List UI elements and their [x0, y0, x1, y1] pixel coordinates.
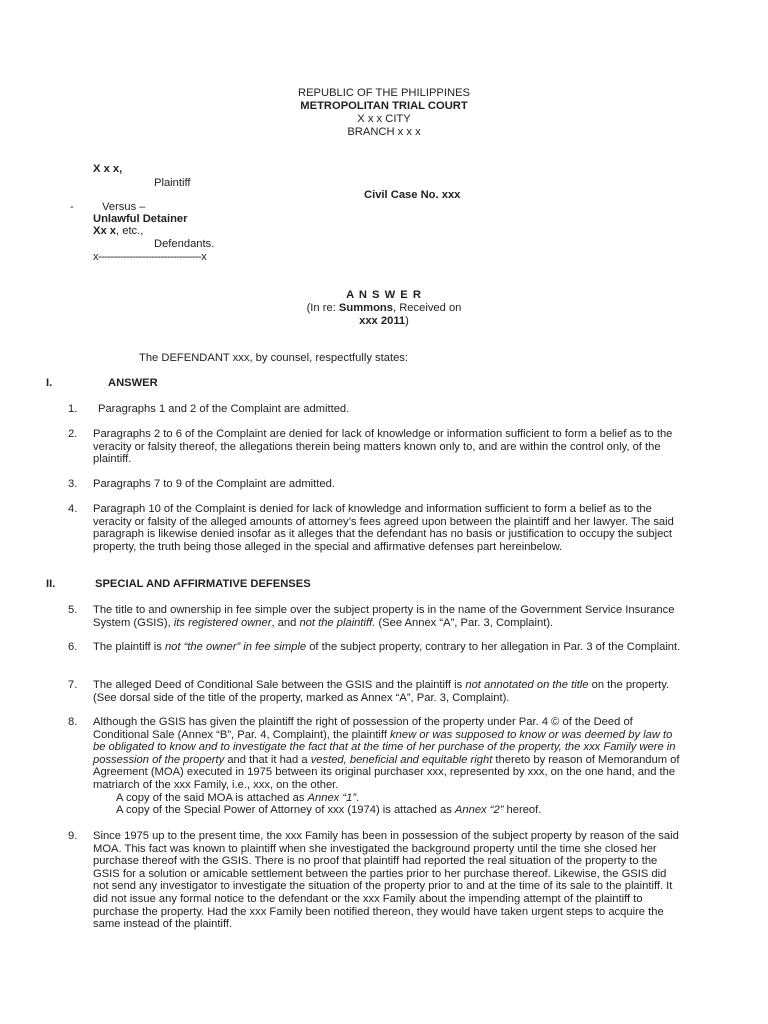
caption-divider: x---------------------------------x: [93, 251, 207, 263]
p5-text-b: its registered owner: [173, 616, 272, 629]
defendant-role: Defendants.: [154, 238, 215, 250]
p8-text-c: and that it had a: [224, 753, 311, 766]
caption-dash: -: [70, 201, 74, 213]
p5-text-e: (See Annex “A”, Par. 3, Complaint).: [375, 616, 554, 629]
republic-line: REPUBLIC OF THE PHILIPPINES: [297, 87, 470, 99]
section-1-title: ANSWER: [108, 377, 158, 389]
city-line: X x x CITY: [357, 113, 411, 125]
p7-text-c: on the property. (See dorsal side of the title of the property, marked as Annex “A”, Par. 3, Complaint).: [93, 679, 670, 704]
versus-label: Versus –: [102, 201, 146, 213]
paragraph-6: [93, 641, 683, 654]
court-name: METROPOLITAN TRIAL COURT: [300, 100, 468, 112]
date-suffix: ): [405, 315, 409, 327]
received-date-line: [234, 315, 534, 328]
p8-text-f: A copy of the said MOA is attached as: [116, 791, 308, 804]
p8-text-e: thereto by reason of Memorandum of Agreement (MOA) executed in 1975 between its original purchaser xxx, represented by xxx, on the one hand, and the matriarch of the xxx Family, i.e., xxx, on the other.: [93, 753, 680, 791]
p8-text-b: knew or was supposed to know or was deemed by law to be obligated to know and to investigate the fact that at the time of her purchase of the property, the xxx Family were in possession of the property: [93, 728, 676, 766]
intro-text: The DEFENDANT xxx, by counsel, respectfully states:: [139, 352, 409, 364]
received-date: xxx 2011: [359, 315, 406, 327]
p5-number: 5.: [68, 604, 78, 616]
p8-text-h: .: [356, 791, 360, 804]
paragraph-8: [93, 716, 683, 817]
p8-annex-2: Annex “2”: [454, 804, 504, 817]
case-number: Civil Case No. xxx: [364, 189, 461, 201]
p8-text-l: hereof.: [503, 804, 542, 817]
in-re-prefix: (In re:: [306, 302, 339, 314]
paragraph-2: Paragraphs 2 to 6 of the Complaint are denied for lack of knowledge or information sufficient to form a belief as to the veracity or falsity thereof, the allegations therein being matters known only to, and are within the control only, of the plaintiff.: [93, 428, 673, 466]
paragraph-1: Paragraphs 1 and 2 of the Complaint are admitted.: [98, 403, 350, 415]
p6-text-a: The plaintiff is: [93, 641, 165, 653]
section-2-title: SPECIAL AND AFFIRMATIVE DEFENSES: [95, 578, 311, 590]
p8-annex-1: Annex “1”: [307, 791, 357, 804]
paragraph-5: [93, 604, 683, 629]
answer-heading: A N S W E R: [346, 289, 422, 301]
in-re-suffix: , Received on: [393, 302, 462, 314]
paragraph-3: Paragraphs 7 to 9 of the Complaint are admitted.: [93, 478, 335, 490]
defendant-line: [93, 225, 143, 238]
p6-text-b: not “the owner” in fee simple: [164, 641, 307, 653]
p2-number: 2.: [68, 428, 78, 440]
p7-text-a: The alleged Deed of Conditional Sale between the GSIS and the plaintiff is: [93, 679, 466, 691]
paragraph-7: [93, 679, 683, 704]
p4-number: 4.: [68, 503, 78, 515]
p3-number: 3.: [68, 478, 78, 490]
paragraph-9: Since 1975 up to the present time, the xxx Family has been in possession of the subject property by reason of the said MOA. This fact was known to plaintiff when she investigated the background property until the time she closed her purchase thereof with the GSIS. There is no proof that plaintiff had reported the real situation of the property to the GSIS for a solution or amicable settlement between the parties prior to her purchase thereof. Likewise, the GSIS did not send any investigator to investigate the situation of the property prior to and at the time of its sale to the plaintiff. It did not issue any formal notice to the defendant or the xxx Family about the impending attempt of the plaintiff to purchase the property. Had the xxx Family been notified thereon, they would have taken urgent steps to acquire the same instead of the plaintiff.: [93, 830, 679, 931]
p8-text-d: vested, beneficial and equitable right: [310, 753, 493, 766]
defendant-etc: , etc.,: [116, 225, 144, 237]
branch-line: BRANCH x x x: [347, 126, 421, 138]
case-type: Unlawful Detainer: [93, 213, 188, 225]
p6-number: 6.: [68, 641, 78, 653]
plaintiff-name: X x x,: [93, 163, 123, 175]
p8-number: 8.: [68, 716, 78, 728]
section-2-numeral: II.: [46, 578, 56, 590]
p5-text-d: not the plaintiff.: [299, 616, 376, 629]
p8-text-a: Although the GSIS has given the plaintiff the right of possession of the property under Par. 4 © of the Deed of Conditional Sale (Annex “B”, Par. 4, Complaint), the plaintiff: [93, 716, 633, 741]
defendant-name: Xx x: [93, 225, 117, 237]
p5-text-a: The title to and ownership in fee simple over the subject property is in the name of the Government Service Insurance System (GSIS),: [93, 604, 675, 629]
p1-number: 1.: [68, 403, 78, 415]
p6-text-c: of the subject property, contrary to her allegation in Par. 3 of the Complaint.: [306, 641, 681, 653]
p7-text-b: not annotated on the title: [465, 679, 589, 691]
p9-number: 9.: [68, 830, 78, 842]
in-re-summons: Summons: [338, 302, 393, 314]
in-re-line: [234, 302, 534, 315]
p5-text-c: , and: [271, 616, 300, 629]
paragraph-4: Paragraph 10 of the Complaint is denied for lack of knowledge and information sufficient to form a belief as to the veracity or falsity of the alleged amounts of attorney’s fees agreed upon between the plaintiff and her lawyer. The said paragraph is likewise denied insofar as it alleges that the defendant has no basis or justification to occupy the subject property, the truth being those alleged in the special and affirmative defenses part hereinbelow.: [93, 503, 674, 553]
plaintiff-role: Plaintiff: [154, 177, 191, 189]
p8-text-j: A copy of the Special Power of Attorney of xxx (1974) is attached as: [116, 804, 455, 817]
p7-number: 7.: [68, 679, 78, 691]
section-1-numeral: I.: [46, 377, 53, 389]
